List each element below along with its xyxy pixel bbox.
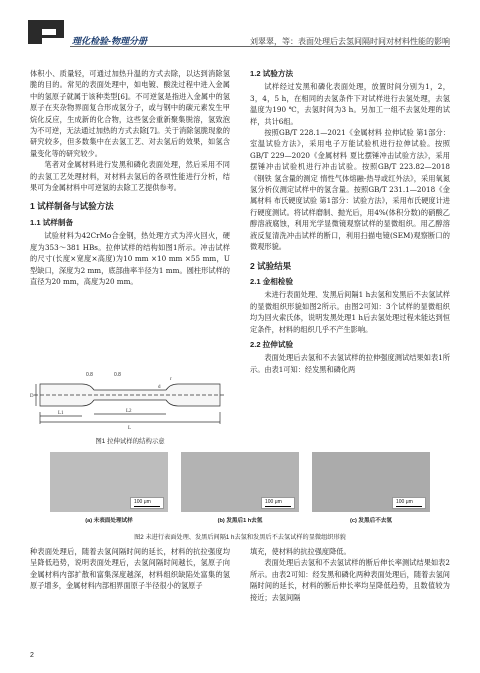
figure-caption: 图1 拉伸试样的结构示意	[95, 438, 165, 445]
panel-label: (a) 未表面处理试样	[85, 518, 133, 524]
right-column	[250, 68, 450, 375]
drawing-label-r2: 0.8	[114, 372, 121, 378]
figure-caption: 图2 未进行表面处理、发黑后间隔1 h去氢和发黑后不去氢试样的显微组织形貌	[134, 534, 346, 541]
left-column	[30, 68, 230, 287]
scale-bar: 100 μm	[392, 497, 426, 509]
scale-bar: 100 μm	[130, 497, 164, 509]
subsection-heading: 2.1 金相检验	[250, 276, 294, 286]
paragraph: 填充，使材料的抗拉强度降低。	[250, 547, 351, 556]
drawing-label-d: d	[158, 385, 161, 390]
journal-name: 理化检验-物理分册	[72, 36, 147, 46]
page-number: 2	[30, 652, 34, 659]
paragraph: 按照GB/T 228.1—2021《金属材料 拉伸试验 第1部分：室温试验方法》，采用电子万能试验机进行拉伸试验。按照GB/T 229—2020《金属材料 夏比摆锤冲击试验方法》，采用摆锤冲击试验机进行冲击试验。按照GB/T 223.82—2018《钢铁 氢含量的测定 惰性气体熔融-热导或红外法》，采用氧氮氢分析仪测定试样中的氢含量。按照GB/T 231.1—2018《金属材料 布氏硬度试验 第1部分：试验方法》，采用布氏硬度计进行硬度测试。将试样磨制、抛光后，用4%(体积分数)的硝酸乙醇溶液腐蚀，利用光学显微镜观察试样的显微组织。用乙醇溶液反复清洗冲击试样的断口，利用扫描电镜(SEM)观察断口的微观形貌。	[250, 128, 450, 252]
drawing-label-L2: L2	[126, 409, 132, 414]
section-heading: 1 试样制备与试验方法	[30, 201, 114, 212]
journal-logo-icon	[28, 18, 74, 44]
paragraph: 笔者对金属材料进行发黑和磷化表面处理，然后采用不同的去氢工艺处理材料，对材料去氢后的各项性能进行分析，结果可为金属材料中可逆氢的去除工艺提供参考。	[30, 160, 230, 193]
scale-bar: 100 μm	[261, 497, 295, 509]
right-column-bottom	[250, 546, 450, 603]
running-title: 刘翠翠，等：表面处理后去氢间隔时间对材料性能的影响	[250, 37, 450, 46]
left-column-bottom	[30, 546, 230, 592]
paragraph: 种表面处理后，随着去氢间隔时间的延长，材料的抗拉强度均呈降低趋势，说明表面处理后，去氢间隔时间越长，氢原子向金属材料内部扩散和富集深度越深，材料组织缺陷处富集的氢原子增多，金属材料内部相界面原子半径很小的氢原子	[30, 547, 230, 591]
section-heading: 2 试验结果	[250, 260, 292, 271]
micrograph-image	[181, 452, 299, 512]
subsection-heading: 1.2 试验方法	[250, 69, 294, 78]
page-header	[0, 0, 480, 48]
micrograph-row	[50, 452, 430, 530]
drawing-label-r: r	[170, 377, 172, 382]
subsection-heading: 2.2 拉伸试验	[250, 339, 294, 349]
paragraph: 表面处理后去氢和不去氢试样的断后伸长率测试结果如表2所示。由表2可知：经发黑和磷化两种表面处理后，随着去氢间隔时间的延长，材料的断后伸长率均呈降低趋势，且数值较为接近；去氢间隔	[250, 558, 450, 602]
paragraph: 试验材料为42CrMo合金钢，热处理方式为淬火回火，硬度为353～381 HBs。拉伸试样的结构如图1所示。冲击试样的尺寸(长度×宽度×高度)为10 mm ×10 mm ×55 mm，U型缺口，深度为2 mm，底部曲率半径为1 mm。圆柱形试样的直径为20 mm，高度为20 mm。	[30, 231, 230, 286]
paragraph: 表面处理后去氢和不去氢试样的拉伸强度测试结果如表1所示。由表1可知：经发黑和磷化两	[250, 353, 450, 374]
paragraph: 体积小、质量轻，可通过加热升温的方式去除，以达到消除氢脆的目的。常见的表面处理中，如电镀、酸洗过程中进入金属中的氢原子就属于该种类型[6]。不可逆氢是指进入金属中的氢原子在夹杂物界面复合形成氢分子，或与钢中的碳元素发生甲烷化反应，生成新的化合物，这些氢会重新聚集脱溶，氢致泡为不可逆，无法通过加热的方式去除[7]。关于消除氢脆现象的研究较多，但多数集中在去氢工艺、对去氢后的效果，如氢含量变化等的研究较少。	[30, 69, 230, 158]
micrograph-image	[50, 452, 168, 512]
paragraph: 试样经过发黑和磷化表面处理，放置时间分别为1，2，3，4，5 h，在相同的去氢条件下对试样进行去氢处理，去氢温度为190 ℃，去氢时间为3 h。另加工一组不去氢处理的试样，共计6组。	[250, 82, 450, 126]
drawing-label-L1: L1	[58, 411, 64, 416]
header-rule	[70, 46, 450, 47]
drawing-label-D: D	[30, 394, 34, 399]
panel-label: (b) 发黑后1 h去氢	[217, 518, 263, 524]
tensile-specimen-drawing	[30, 362, 230, 432]
drawing-label-r1: 0.8	[86, 372, 93, 378]
micrograph-image	[312, 452, 430, 512]
panel-label: (c) 发黑后不去氢	[350, 518, 392, 524]
subsection-heading: 1.1 试样制备	[30, 217, 74, 227]
paragraph: 未进行表面处理、发黑后间隔1 h去氢和发黑后不去氢试样的显微组织形貌如图2所示。由图2可知：3个试样的显微组织均为回火索氏体，说明发黑处理1 h后去氢处理过程未能达到恒定条件，材料的组织几乎不产生影响。	[250, 290, 450, 334]
drawing-label-L: L	[128, 426, 132, 431]
